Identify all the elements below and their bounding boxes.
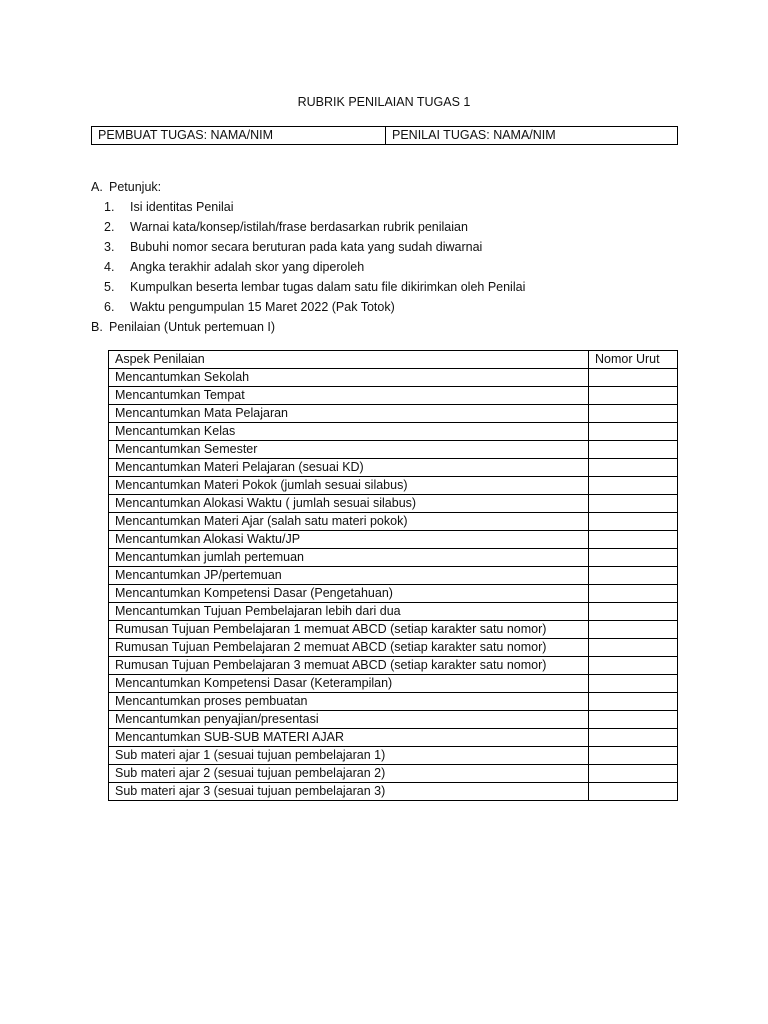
nomor-urut-cell[interactable]: [589, 675, 678, 693]
nomor-urut-cell[interactable]: [589, 603, 678, 621]
table-row: [109, 513, 678, 531]
table-row: [109, 405, 678, 423]
table-row: [109, 387, 678, 405]
nomor-urut-cell[interactable]: [589, 387, 678, 405]
nomor-urut-cell[interactable]: [589, 369, 678, 387]
section-a-letter: A.: [91, 180, 103, 194]
aspek-cell: Mencantumkan Tujuan Pembelajaran lebih dari dua: [109, 603, 589, 621]
nomor-urut-cell[interactable]: [589, 423, 678, 441]
aspek-cell: Mencantumkan Tempat: [109, 387, 589, 405]
nomor-urut-cell[interactable]: [589, 783, 678, 801]
aspek-cell: Mencantumkan Sekolah: [109, 369, 589, 387]
instruction-number: 1.: [104, 200, 115, 214]
instructions-list: [104, 197, 525, 317]
aspek-cell: Sub materi ajar 1 (sesuai tujuan pembelajaran 1): [109, 747, 589, 765]
nomor-urut-cell[interactable]: [589, 747, 678, 765]
table-row: [109, 693, 678, 711]
nomor-urut-cell[interactable]: [589, 621, 678, 639]
penilai-tugas-cell[interactable]: PENILAI TUGAS: NAMA/NIM: [386, 127, 678, 145]
instruction-number: 3.: [104, 240, 115, 254]
nomor-urut-cell[interactable]: [589, 567, 678, 585]
section-b-letter: B.: [91, 320, 103, 334]
header-nomor-urut: Nomor Urut: [589, 351, 678, 369]
nomor-urut-cell[interactable]: [589, 639, 678, 657]
identity-row: [92, 127, 678, 145]
nomor-urut-cell[interactable]: [589, 459, 678, 477]
aspek-cell: Mencantumkan Kelas: [109, 423, 589, 441]
aspek-cell: Mencantumkan Kompetensi Dasar (Pengetahuan): [109, 585, 589, 603]
instruction-text: Bubuhi nomor secara beruturan pada kata yang sudah diwarnai: [130, 240, 483, 254]
instruction-item: [104, 277, 525, 297]
table-row: [109, 747, 678, 765]
instruction-text: Waktu pengumpulan 15 Maret 2022 (Pak Totok): [130, 300, 395, 314]
header-aspek-penilaian: Aspek Penilaian: [109, 351, 589, 369]
nomor-urut-cell[interactable]: [589, 477, 678, 495]
nomor-urut-cell[interactable]: [589, 531, 678, 549]
table-row: [109, 621, 678, 639]
nomor-urut-cell[interactable]: [589, 513, 678, 531]
pembuat-tugas-cell[interactable]: PEMBUAT TUGAS: NAMA/NIM: [92, 127, 386, 145]
table-row: [109, 477, 678, 495]
table-row: [109, 369, 678, 387]
aspek-cell: Mencantumkan Mata Pelajaran: [109, 405, 589, 423]
instruction-item: [104, 257, 525, 277]
nomor-urut-cell[interactable]: [589, 585, 678, 603]
rubric-header-row: [109, 351, 678, 369]
instruction-number: 2.: [104, 220, 115, 234]
nomor-urut-cell[interactable]: [589, 765, 678, 783]
table-row: [109, 549, 678, 567]
instruction-item: [104, 197, 525, 217]
instruction-text: Warnai kata/konsep/istilah/frase berdasarkan rubrik penilaian: [130, 220, 468, 234]
aspek-cell: Rumusan Tujuan Pembelajaran 2 memuat ABCD (setiap karakter satu nomor): [109, 639, 589, 657]
aspek-cell: Mencantumkan Semester: [109, 441, 589, 459]
table-row: [109, 495, 678, 513]
aspek-cell: Mencantumkan Kompetensi Dasar (Keterampilan): [109, 675, 589, 693]
aspek-cell: Mencantumkan Alokasi Waktu ( jumlah sesuai silabus): [109, 495, 589, 513]
table-row: [109, 423, 678, 441]
nomor-urut-cell[interactable]: [589, 405, 678, 423]
nomor-urut-cell[interactable]: [589, 441, 678, 459]
table-row: [109, 639, 678, 657]
table-row: [109, 675, 678, 693]
table-row: [109, 657, 678, 675]
rubric-table: [108, 350, 678, 801]
aspek-cell: Mencantumkan Materi Pelajaran (sesuai KD): [109, 459, 589, 477]
aspek-cell: Mencantumkan JP/pertemuan: [109, 567, 589, 585]
page-title: RUBRIK PENILAIAN TUGAS 1: [297, 95, 471, 109]
aspek-cell: Mencantumkan penyajian/presentasi: [109, 711, 589, 729]
aspek-cell: Mencantumkan jumlah pertemuan: [109, 549, 589, 567]
aspek-cell: Rumusan Tujuan Pembelajaran 3 memuat ABCD (setiap karakter satu nomor): [109, 657, 589, 675]
section-a-label: Petunjuk:: [109, 180, 162, 194]
aspek-cell: Mencantumkan Materi Ajar (salah satu materi pokok): [109, 513, 589, 531]
instruction-number: 6.: [104, 300, 115, 314]
instruction-item: [104, 297, 525, 317]
section-b-label: Penilaian (Untuk pertemuan I): [109, 320, 276, 334]
table-row: [109, 531, 678, 549]
aspek-cell: Rumusan Tujuan Pembelajaran 1 memuat ABCD (setiap karakter satu nomor): [109, 621, 589, 639]
nomor-urut-cell[interactable]: [589, 495, 678, 513]
instruction-text: Kumpulkan beserta lembar tugas dalam satu file dikirimkan oleh Penilai: [130, 280, 526, 294]
nomor-urut-cell[interactable]: [589, 711, 678, 729]
instruction-number: 4.: [104, 260, 115, 274]
aspek-cell: Mencantumkan SUB-SUB MATERI AJAR: [109, 729, 589, 747]
table-row: [109, 459, 678, 477]
aspek-cell: Sub materi ajar 3 (sesuai tujuan pembelajaran 3): [109, 783, 589, 801]
aspek-cell: Mencantumkan Alokasi Waktu/JP: [109, 531, 589, 549]
instruction-text: Isi identitas Penilai: [130, 200, 234, 214]
nomor-urut-cell[interactable]: [589, 729, 678, 747]
instruction-text: Angka terakhir adalah skor yang diperoleh: [130, 260, 365, 274]
identity-table: [91, 126, 678, 145]
table-row: [109, 711, 678, 729]
rubric-body: [109, 351, 678, 801]
table-row: [109, 585, 678, 603]
aspek-cell: Mencantumkan proses pembuatan: [109, 693, 589, 711]
table-row: [109, 729, 678, 747]
instruction-item: [104, 237, 525, 257]
nomor-urut-cell[interactable]: [589, 549, 678, 567]
table-row: [109, 765, 678, 783]
section-b-heading: [91, 317, 275, 337]
table-row: [109, 567, 678, 585]
table-row: [109, 603, 678, 621]
nomor-urut-cell[interactable]: [589, 657, 678, 675]
table-row: [109, 441, 678, 459]
aspek-cell: Mencantumkan Materi Pokok (jumlah sesuai silabus): [109, 477, 589, 495]
nomor-urut-cell[interactable]: [589, 693, 678, 711]
aspek-cell: Sub materi ajar 2 (sesuai tujuan pembelajaran 2): [109, 765, 589, 783]
instruction-item: [104, 217, 525, 237]
table-row: [109, 783, 678, 801]
section-a-heading: [91, 177, 161, 197]
instruction-number: 5.: [104, 280, 115, 294]
